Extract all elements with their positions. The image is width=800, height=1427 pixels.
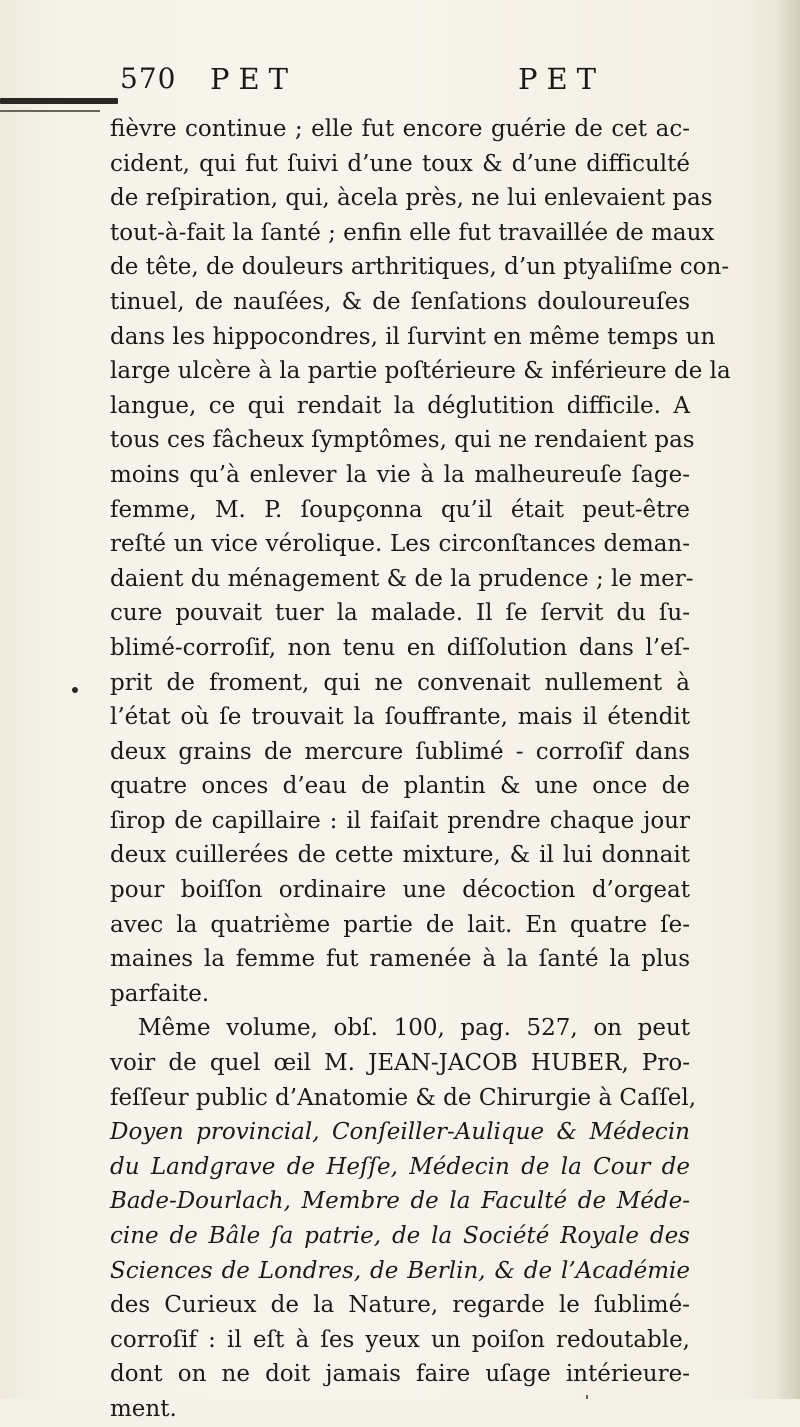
text-line: l’état où ſe trouvait la ſouffrante, mais il étendit (110, 704, 690, 731)
text-line: avec la quatrième partie de lait. En quatre ſe- (110, 911, 690, 938)
text-line: cure pouvait tuer la malade. Il ſe ſervit du ſu- (110, 600, 690, 627)
text-line: Même volume, obſ. 100, pag. 527, on peut (138, 1015, 690, 1042)
text-line: prit de froment, qui ne convenait nullement à (110, 669, 690, 696)
text-line-italic: Sciences de Londres, de Berlin, & de l’Académie (110, 1257, 690, 1284)
text-line: dans les hippocondres, il ſurvint en même temps un (110, 323, 716, 350)
running-header (120, 62, 660, 112)
margin-dot (72, 687, 78, 693)
printed-rule-mark (0, 98, 118, 104)
text-line: deux cuillerées de cette mixture, & il lui donnait (110, 842, 690, 869)
running-head-left: PET (210, 62, 298, 96)
running-head-right: PET (518, 62, 606, 96)
text-line: daient du ménagement & de la prudence ; le mer- (110, 565, 694, 592)
text-line: quatre onces d’eau de plantin & une once de (110, 773, 690, 800)
page-edge-shadow (774, 0, 800, 1399)
text-line-italic: du Landgrave de Heſſe, Médecin de la Cour de (110, 1153, 690, 1180)
text-line: ment. (110, 1395, 177, 1422)
text-line: feſſeur public d’Anatomie & de Chirurgie à Caſſel, (110, 1084, 697, 1111)
text-line: maines la femme fut ramenée à la ſanté la plus (110, 946, 690, 973)
printer-tick (586, 1395, 588, 1399)
text-line: femme, M. P. ſoupçonna qu’il était peut-être (110, 496, 690, 523)
text-line-italic: cine de Bâle ſa patrie, de la Société Royale des (110, 1223, 690, 1249)
text-line-italic: Doyen provincial, Conſeiller-Aulique & Médecin (110, 1119, 690, 1146)
text-line: large ulcère à la partie poſtérieure & inférieure de la (110, 358, 731, 385)
text-line: des Curieux de la Nature, regarde le ſublimé- (110, 1292, 690, 1319)
text-line: voir de quel œil M. JEAN-JACOB HUBER, Pro- (110, 1050, 690, 1077)
text-line: tous ces fâcheux ſymptômes, qui ne rendaient pas (110, 427, 695, 454)
text-line: de reſpiration, qui, àcela près, ne lui enlevaient pas (110, 185, 713, 212)
text-line: moins qu’à enlever la vie à la malheureuſe ſage- (110, 461, 690, 488)
text-line: tout-à-fait la ſanté ; enfin elle fut travaillée de maux (110, 219, 715, 246)
text-line: parfaite. (110, 980, 210, 1007)
text-line: reſté un vice vérolique. Les circonſtances deman- (110, 531, 690, 558)
page-number: 570 (120, 62, 177, 95)
text-line: de tête, de douleurs arthritiques, d’un ptyaliſme con- (110, 254, 730, 281)
text-line: fièvre continue ; elle fut encore guérie de cet ac- (110, 116, 690, 142)
text-line: blimé-corroſif, non tenu en diſſolution dans l’eſ- (110, 634, 690, 661)
text-line: ſirop de capillaire : il faiſait prendre chaque jour (110, 807, 690, 834)
text-line: tinuel, de nauſées, & de ſenſations douloureuſes (110, 288, 690, 315)
text-line: corroſif : il eſt à ſes yeux un poiſon redoutable, (110, 1326, 690, 1353)
text-line: cident, qui fut ſuivi d’une toux & d’une difficulté (110, 150, 690, 177)
text-line: dont on ne doit jamais faire uſage intérieure- (110, 1361, 690, 1388)
text-line: langue, ce qui rendait la déglutition difficile. A (110, 392, 690, 419)
text-line-italic: Bade-Dourlach, Membre de la Faculté de Méde- (110, 1188, 690, 1215)
printed-rule-underline (0, 110, 100, 112)
text-line: pour boiſſon ordinaire une décoction d’orgeat (110, 877, 690, 904)
text-line: deux grains de mercure ſublimé - corroſif dans (110, 738, 690, 765)
body-text (110, 112, 731, 1427)
